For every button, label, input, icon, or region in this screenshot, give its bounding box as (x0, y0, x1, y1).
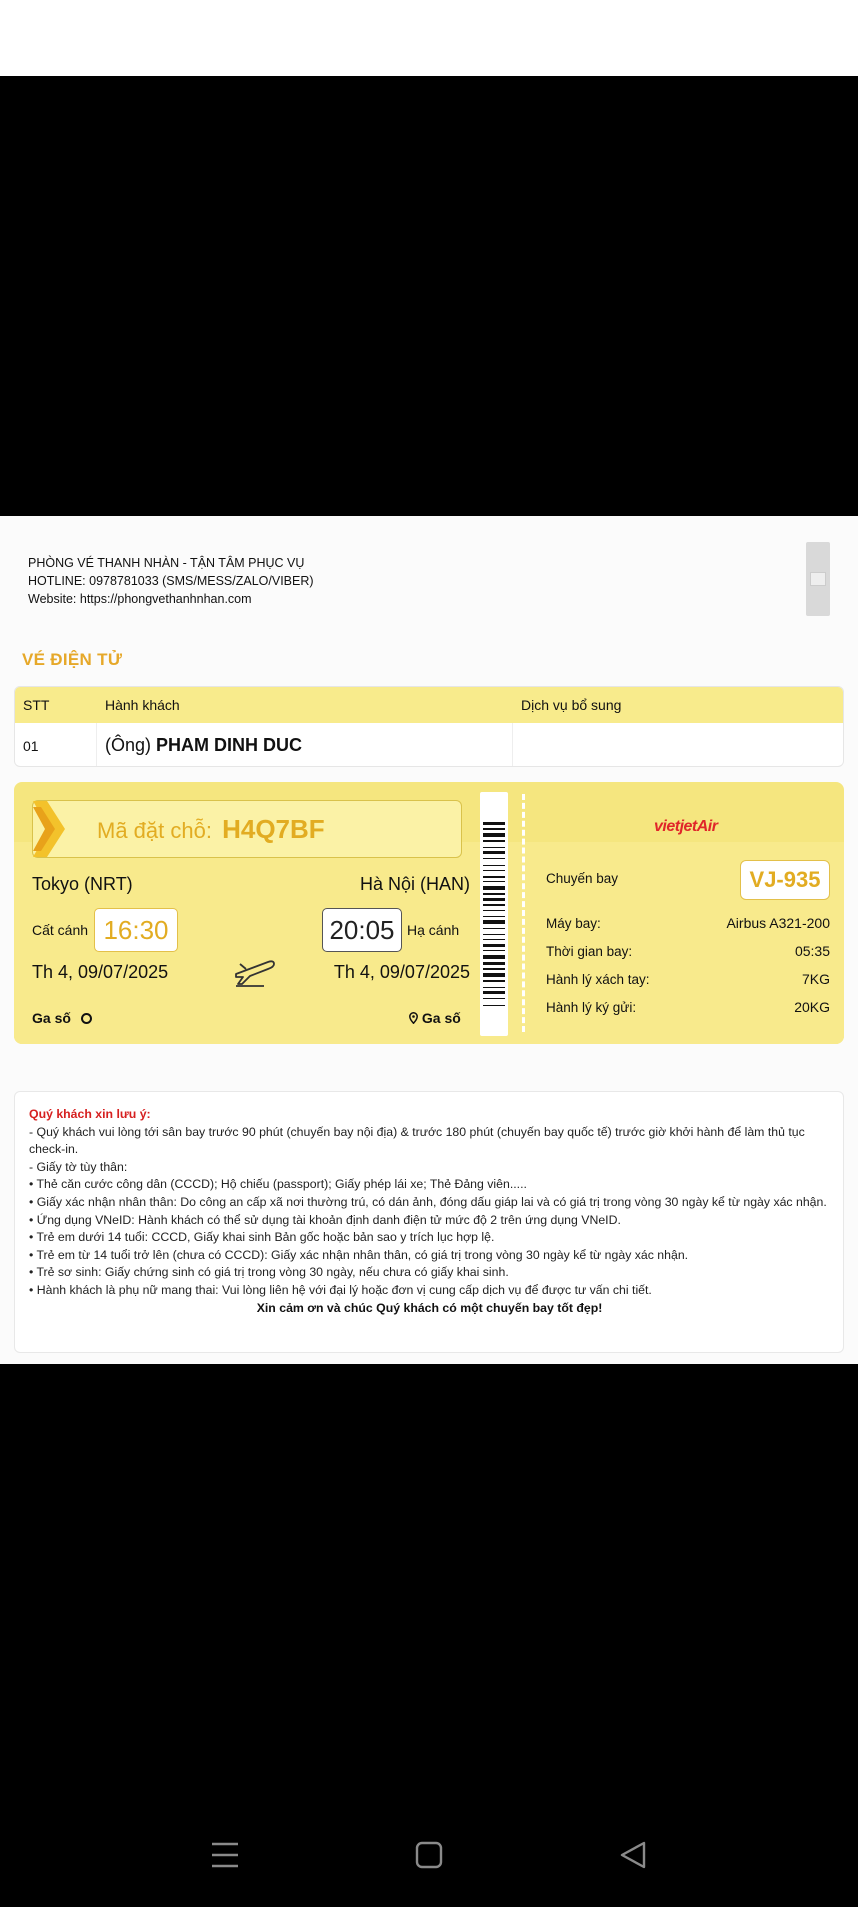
barcode-bar (483, 865, 505, 866)
aircraft-label: Máy bay: (546, 916, 601, 931)
boarding-pass (14, 782, 844, 1044)
barcode-bar (483, 968, 505, 970)
passenger-name: PHAM DINH DUC (156, 735, 303, 755)
barcode-bar (483, 934, 505, 935)
barcode-bar (483, 962, 505, 965)
header-stt: STT (23, 697, 50, 713)
dest-gate-label: Ga số (421, 1010, 461, 1026)
barcode-graphic (480, 792, 508, 1036)
barcode-bar (483, 840, 505, 842)
black-backdrop (0, 76, 858, 516)
arrive-time: 20:05 (322, 908, 402, 952)
duration-value: 05:35 (794, 943, 830, 959)
agency-name: PHÒNG VÉ THANH NHÀN - TẬN TÂM PHỤC VỤ (28, 556, 305, 570)
note-line: • Trẻ em từ 14 tuổi trở lên (chưa có CCCD): Giấy xác nhận nhân thân, có giá trị trong vòng 30 ngày kể từ ngày xác nhận. (29, 1247, 689, 1262)
depart-label: Cất cánh (32, 922, 89, 938)
barcode-bar (483, 920, 505, 924)
location-pin-icon (409, 1012, 418, 1024)
status-bar (0, 0, 858, 76)
barcode-bar (483, 822, 505, 825)
checked-bag-value: 20KG (794, 999, 830, 1015)
note-line: - Quý khách vui lòng tới sân bay trước 90 phút (chuyến bay nội địa) & trước 180 phút (chuyến bay quốc tế) trước giờ khởi hành để làm thủ tục check-in. (29, 1124, 805, 1157)
row-stt: 01 (15, 723, 97, 767)
barcode-bar (483, 916, 505, 917)
row-passenger (97, 723, 513, 767)
note-line: • Thẻ căn cước công dân (CCCD); Hộ chiếu (passport); Giấy phép lái xe; Thẻ Đảng viên..... (29, 1177, 527, 1192)
barcode-bar (483, 991, 505, 994)
barcode-bar (483, 944, 505, 947)
barcode-bar (483, 886, 505, 890)
barcode-bar (483, 955, 505, 959)
origin-city: Tokyo (NRT) (32, 874, 133, 894)
chevron-arrow-icon (33, 801, 69, 857)
note-line: - Giấy tờ tùy thân: (29, 1159, 128, 1174)
table-header (15, 687, 843, 723)
flight-number: VJ-935 (740, 860, 830, 900)
pnr-label: Mã đặt chỗ: (97, 818, 212, 843)
barcode-bar (483, 928, 505, 929)
destination-city: Hà Nội (HAN) (359, 874, 470, 894)
depart-date: Th 4, 09/07/2025 (32, 962, 169, 982)
barcode-bar (483, 1005, 505, 1006)
barcode-bar (483, 904, 505, 906)
barcode-bar (483, 980, 505, 982)
barcode-bar (483, 987, 505, 988)
barcode-bar (483, 847, 505, 848)
table-row (15, 723, 843, 767)
menu-icon[interactable] (210, 1840, 240, 1870)
aircraft-value: Airbus A321-200 (726, 915, 830, 931)
barcode-bar (483, 939, 505, 940)
agency-info (28, 554, 314, 608)
barcode-bar (483, 881, 505, 882)
note-line: • Trẻ em dưới 14 tuổi: CCCD, Giấy khai sinh Bản gốc hoặc bản sao y trích lục hợp lệ. (29, 1230, 495, 1245)
arrive-label: Hạ cánh (407, 922, 460, 938)
barcode-bar (483, 973, 505, 977)
barcode-bar (483, 910, 505, 911)
note-line: • Hành khách là phụ nữ mang thai: Vui lòng liên hệ với đại lý hoặc đơn vị cung cấp dịch vụ để được tư vấn chi tiết. (29, 1282, 652, 1297)
perforation-divider (522, 794, 525, 1032)
agency-logo-image (806, 542, 830, 616)
passenger-title: (Ông) (105, 735, 152, 755)
arrive-date: Th 4, 09/07/2025 (333, 962, 470, 982)
back-triangle-icon[interactable] (618, 1840, 648, 1870)
barcode-bar (483, 876, 505, 878)
barcode-bar (483, 833, 505, 837)
note-line: • Trẻ sơ sinh: Giấy chứng sinh có giá trị trong vòng 30 ngày, nếu chưa có giấy khai sinh. (29, 1265, 509, 1280)
home-square-icon[interactable] (414, 1840, 444, 1870)
checked-bag-label: Hành lý ký gửi: (546, 1000, 637, 1015)
vietjet-logo: vietjetAir (654, 818, 718, 835)
notes-box (14, 1091, 844, 1353)
barcode-bar (483, 828, 505, 830)
dest-gate (409, 1010, 461, 1026)
origin-gate (32, 1010, 92, 1026)
closing-message: Xin cảm ơn và chúc Quý khách có một chuyến bay tốt đẹp! (256, 1300, 603, 1315)
circle-icon (81, 1013, 92, 1024)
note-line: • Giấy xác nhận nhân thân: Do công an cấp xã nơi thường trú, có dán ảnh, đóng dấu giáp lai và có giá trị trong vòng 30 ngày kể từ ngày xác nhận. (29, 1194, 827, 1209)
duration-label: Thời gian bay: (546, 944, 633, 959)
agency-website: Website: https://phongvethanhnhan.com (28, 592, 252, 606)
pnr-code: H4Q7BF (222, 814, 325, 844)
row-services (513, 723, 843, 767)
airplane-takeoff-icon (232, 954, 276, 988)
barcode (480, 792, 508, 1036)
barcode-bar (483, 858, 505, 859)
header-services: Dịch vụ bổ sung (521, 697, 622, 713)
notes-title: Quý khách xin lưu ý: (29, 1107, 151, 1121)
agency-hotline: HOTLINE: 0978781033 (SMS/MESS/ZALO/VIBER) (28, 574, 314, 588)
carry-on-label: Hành lý xách tay: (546, 972, 650, 987)
origin-gate-label: Ga số (32, 1010, 71, 1026)
flight-label: Chuyến bay (546, 871, 619, 886)
barcode-bar (483, 998, 505, 999)
pnr-text (97, 814, 325, 845)
pnr-box (32, 800, 462, 858)
barcode-bar (483, 893, 505, 895)
barcode-bar (483, 898, 505, 901)
depart-time: 16:30 (94, 908, 178, 952)
section-title: VÉ ĐIỆN TỬ (22, 650, 123, 669)
barcode-bar (483, 870, 505, 871)
carry-on-value: 7KG (801, 971, 830, 987)
navigation-bar (0, 1364, 858, 1907)
header-passenger: Hành khách (105, 697, 180, 713)
note-line: • Ứng dụng VNeID: Hành khách có thể sử dụng tài khoản định danh điện tử mức độ 2 trên ứng dụng VNeID. (29, 1212, 621, 1227)
passenger-table (14, 686, 844, 767)
barcode-bar (483, 851, 505, 854)
barcode-bar (483, 950, 505, 951)
ticket-document (0, 516, 858, 1364)
